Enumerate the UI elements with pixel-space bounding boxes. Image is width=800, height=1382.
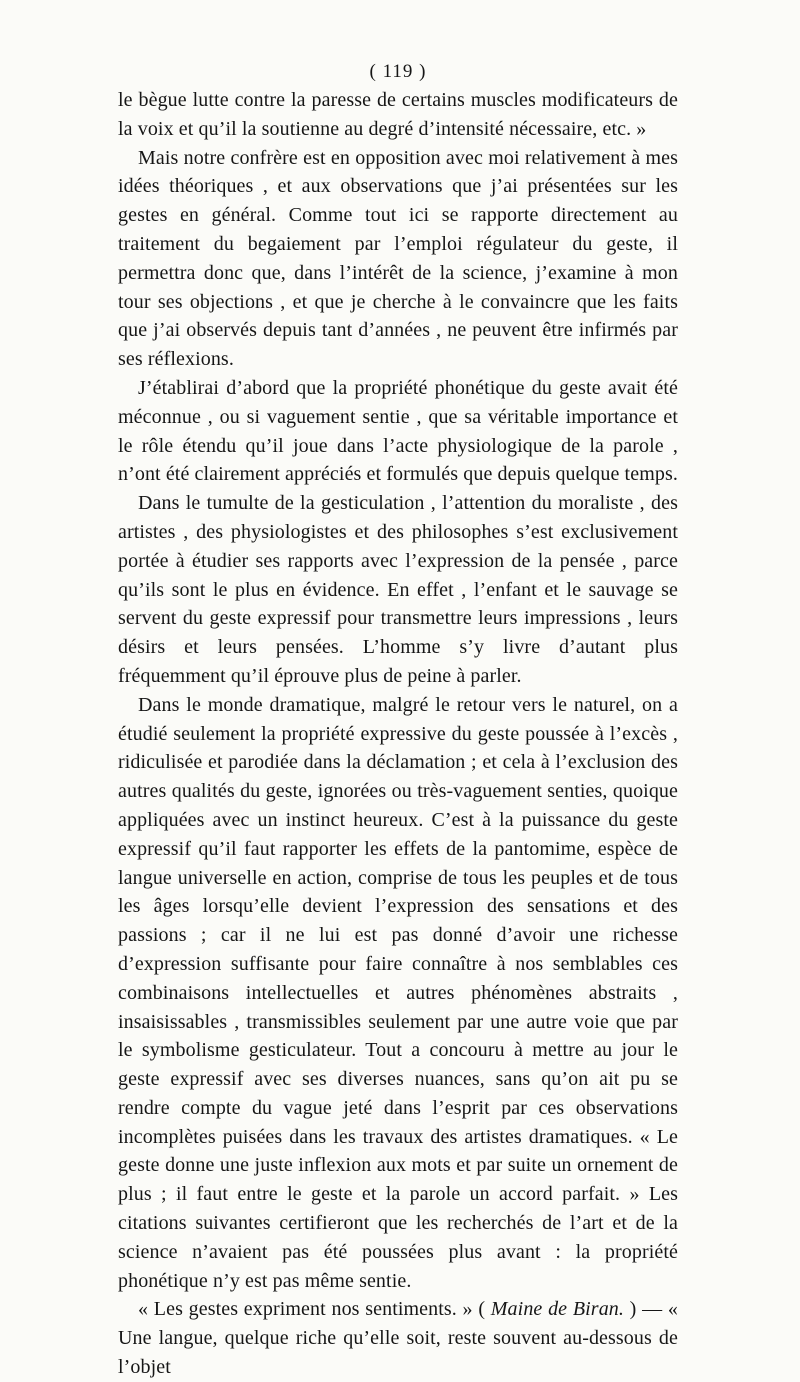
paragraph-6-text-end: ) — « Une langue, quelque riche qu’elle soit, reste souvent au-dessous de l’objet [118,1298,679,1379]
paragraph-4-text: Dans le tumulte de la gesticulation , l’attention du moraliste , des artistes , des physiologistes et des philosophes s’est exclusivement portée à étudier ses rapports avec l’expression de la pensée , parce qu’ils sont le plus en évidence. En effet , l’enfant et le sauvage se servent du geste expressif pour transmettre leurs impressions , leurs désirs et leurs pensées. L’homme s’y livre d’autant plus fréquemment qu’il éprouve plus de peine à parler. [118,492,678,687]
paragraph-2 [118,144,678,374]
paragraph-1 [118,86,678,144]
paragraph-3 [118,374,678,489]
page-number: ( 119 ) [369,61,427,82]
book-page [118,58,678,1382]
paragraph-5 [118,691,678,1296]
paragraph-5-text: Dans le monde dramatique, malgré le retour vers le naturel, on a étudié seulement la propriété expressive du geste poussée à l’excès , ridiculisée et parodiée dans la déclamation ; et cela à l’exclusion des autres qualités du geste, ignorées ou très-vaguement senties, quoique appliquées avec un instinct heureux. C’est à la puissance du geste expressif qu’il faut rapporter les effets de la pantomime, espèce de langue universelle en action, comprise de tous les peuples et de tous les âges lorsqu’elle devient l’expression des sensations et des passions ; car il ne lui est pas donné d’avoir une richesse d’expression suffisante pour faire connaître à nos semblables ces combinaisons intellectuelles et autres phénomènes abstraits , insaisissables , transmissibles seulement par une autre voie que par le symbolisme gesticulateur. Tout a concouru à mettre au jour le geste expressif avec ses diverses nuances, sans qu’on ait pu se rendre compte du vague jeté dans l’esprit par ces observations incomplètes puisées dans les travaux des artistes dramatiques. « Le geste donne une juste inflexion aux mots et par suite un ornement de plus ; il faut entre le geste et la parole un accord parfait. » Les citations suivantes certifieront que les recherchés de l’art et de la science n’avaient pas été poussées plus avant : la propriété phonétique n’y est pas même sentie. [118,693,678,1292]
paragraph-2-text: Mais notre confrère est en opposition avec moi relativement à mes idées théoriques , et aux observations que j’ai présentées sur les gestes en général. Comme tout ici se rapporte directement au traitement du begaiement par l’emploi régulateur du geste, il permettra donc que, dans l’intérêt de la science, j’examine à mon tour ses objections , et que je cherche à le convaincre que les faits que j’ai observés depuis tant d’années , ne peuvent être infirmés par ses réflexions. [118,146,678,371]
paragraph-6 [118,1295,678,1381]
paragraph-3-text: J’établirai d’abord que la propriété phonétique du geste avait été méconnue , ou si vaguement sentie , que sa véritable importance et le rôle étendu qu’il joue dans l’acte physiologique de la parole , n’ont été clairement appréciés et formulés que depuis quelque temps. [118,376,678,486]
paragraph-6-text-start: « Les gestes expriment nos sentiments. » ( [138,1298,491,1321]
paragraph-4 [118,489,678,691]
paragraph-1-text: le bègue lutte contre la paresse de certains muscles modificateurs de la voix et qu’il la soutienne au degré d’intensité nécessaire, etc. » [118,89,678,140]
citation-author: Maine de Biran. [490,1298,624,1321]
